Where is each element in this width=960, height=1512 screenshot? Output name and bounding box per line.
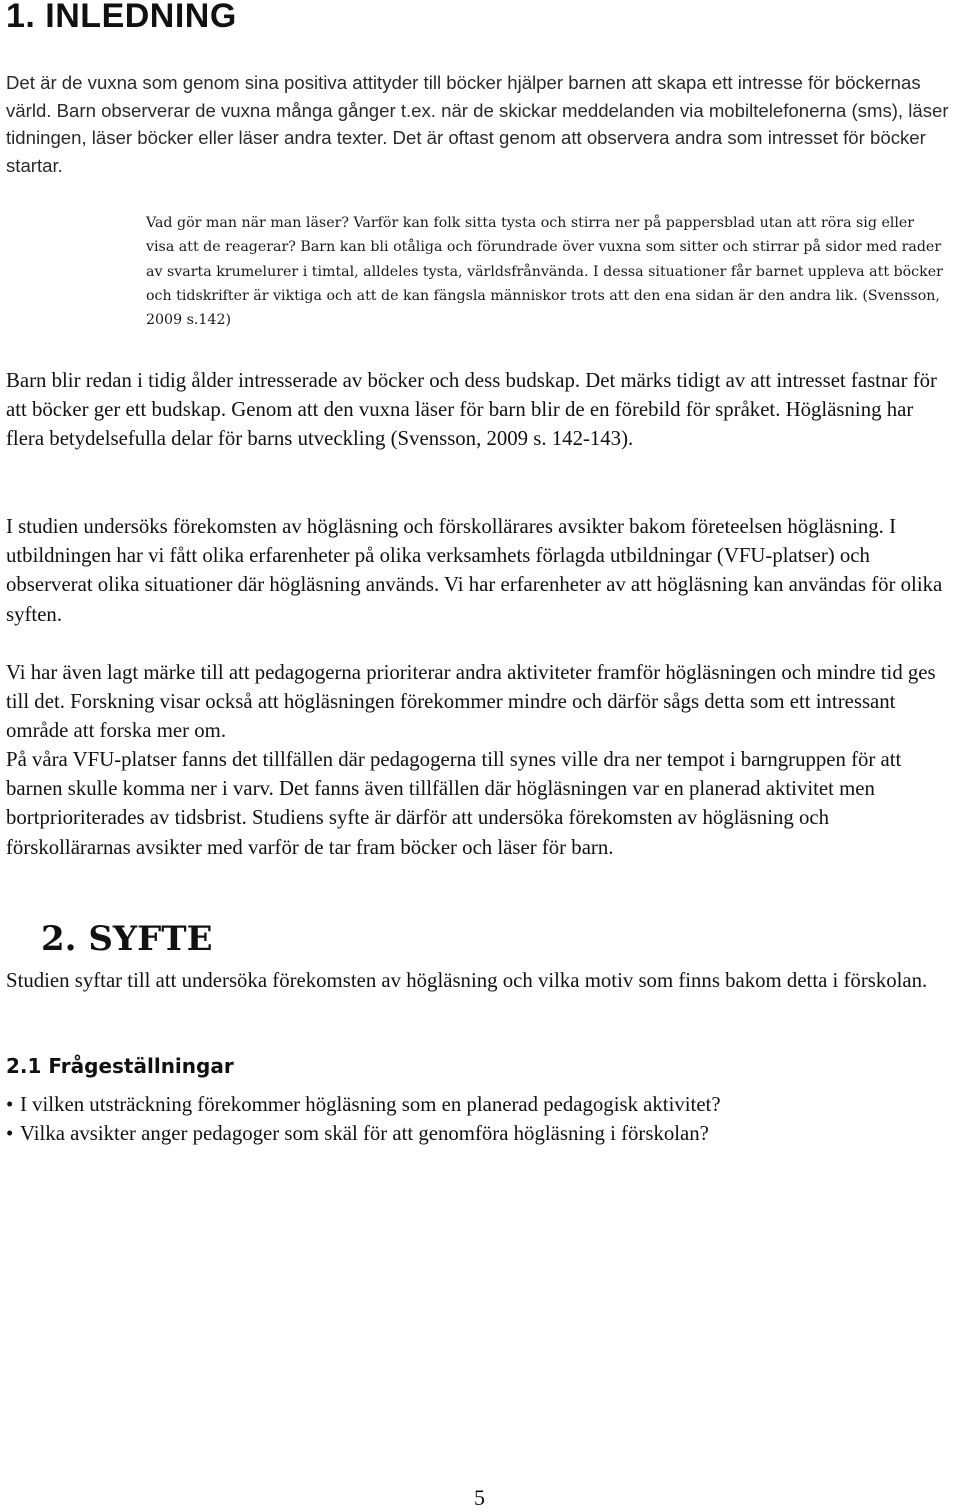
list-item: • Vilka avsikter anger pedagoger som skäl för att genomföra högläsning i förskolan?: [6, 1119, 956, 1148]
paragraph-syfte: Studien syftar till att undersöka förekomsten av högläsning och vilka motiv som finns bakom detta i förskolan.: [6, 969, 928, 992]
intro-paragraph: Det är de vuxna som genom sina positiva attityder till böcker hjälper barnen att skapa ett intresse för böckernas värld. Barn observerar de vuxna många gånger t.ex. när de skickar meddelanden via mobiltelefonerna (sms), läser tidningen, läser böcker eller läser andra texter. Det är oftast genom att observera andra som intresset för böcker startar.: [6, 72, 949, 176]
paragraph-budskap: Barn blir redan i tidig ålder intresserade av böcker och dess budskap. Det märks tidigt av att intresset fastnar för att böcker ger ett budskap. Genom att den vuxna läser för barn blir de en förebild för språket. Högläsning har flera betydelsefulla delar för barns utveckling (Svensson, 2009 s. 142-143).: [6, 369, 937, 451]
heading-syfte: 2. SYFTE: [41, 919, 213, 959]
list-item: • I vilken utsträckning förekommer högläsning som en planerad pedagogisk aktivitet?: [6, 1090, 956, 1119]
heading-inledning: 1. INLEDNING: [6, 0, 237, 35]
question-list: [6, 1090, 956, 1149]
block-quote: Vad gör man när man läser? Varför kan folk sitta tysta och stirra ner på pappersblad utan att röra sig eller visa att de reagerar? Barn kan bli otåliga och förundrade över vuxna som sitter och stirrar på sidor med rader av svarta krumelurer i timtal, alldeles tysta, världsfrånvända. I dessa situationer får barnet uppleva att böcker och tidskrifter är viktiga och att de kan fängsla människor trots att den ena sidan är den andra lik. (Svensson, 2009 s.142): [146, 215, 943, 329]
paragraph-vfu: På våra VFU-platser fanns det tillfällen där pedagogerna till synes ville dra ner tempot i barngruppen för att barnen skulle komma ner i varv. Det fanns även tillfällen där högläsningen var en planerad aktivitet men bortprioriterades av tidsbrist. Studiens syfte är därför att undersöka förekomsten av högläsning och förskollärarnas avsikter med varför de tar fram böcker och läser för barn.: [6, 748, 902, 859]
heading-fragestallningar: 2.1 Frågeställningar: [6, 1054, 234, 1078]
page-number: 5: [474, 1485, 485, 1510]
paragraph-studien: I studien undersöks förekomsten av högläsning och förskollärares avsikter bakom företeelsen högläsning. I utbildningen har vi fått olika erfarenheter på olika verksamhets förlagda utbildningar (VFU-platser) och observerat olika situationer där högläsning används. Vi har erfarenheter av att högläsning kan användas för olika syften.: [6, 515, 943, 626]
paragraph-pedagoger: Vi har även lagt märke till att pedagogerna prioriterar andra aktiviteter framför högläsningen och mindre tid ges till det. Forskning visar också att högläsningen förekommer mindre och därför sågs detta som ett intressant område att forska mer om.: [6, 661, 936, 743]
bullet-icon: •: [6, 1122, 14, 1146]
bullet-icon: •: [6, 1093, 14, 1116]
